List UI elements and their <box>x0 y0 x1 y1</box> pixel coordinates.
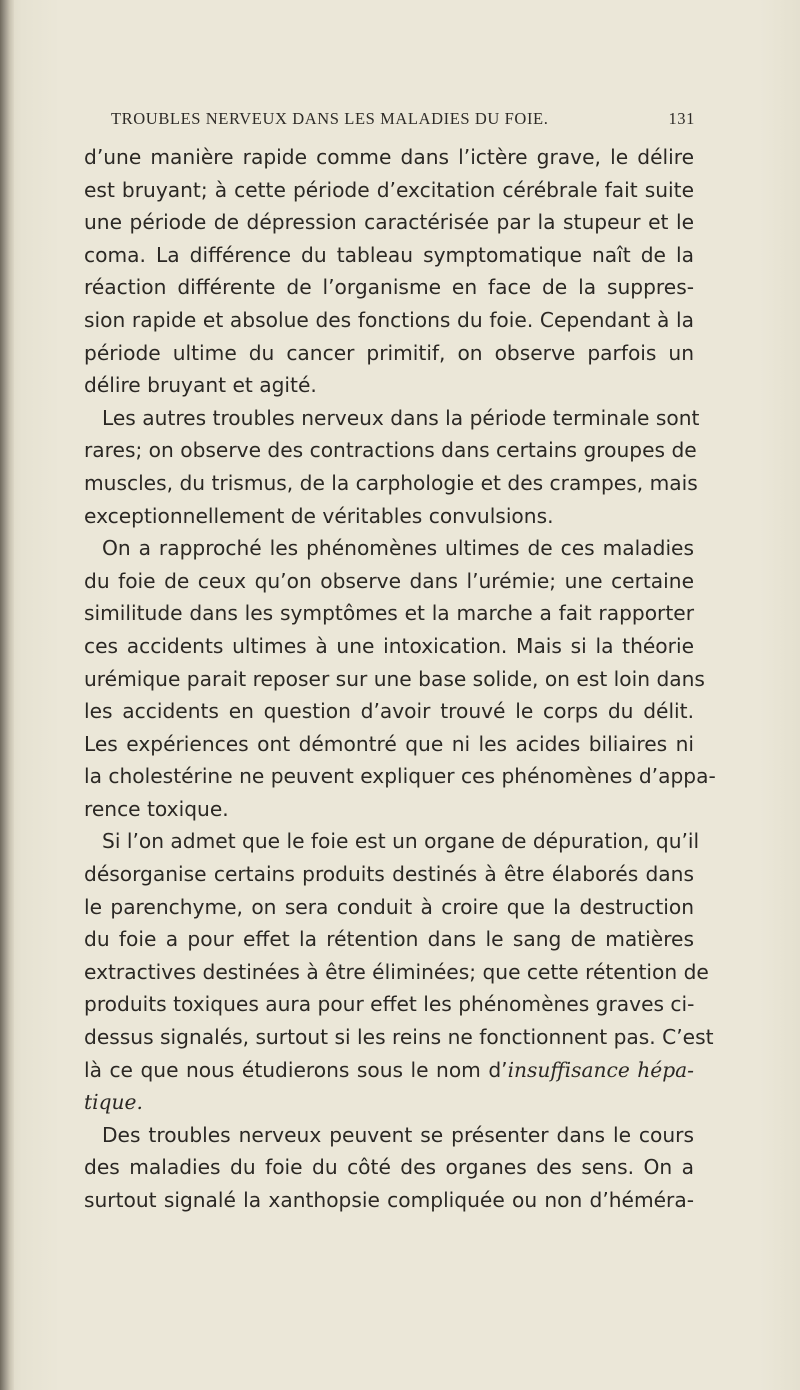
italic-term: tique. <box>84 1090 143 1115</box>
text-line <box>84 1054 694 1087</box>
text-line-content: d’une manière rapide comme dans l’ictère grave, le délire <box>84 145 694 169</box>
running-header <box>111 109 695 131</box>
text-line <box>84 663 705 696</box>
text-line-content: Des troubles nerveux peuvent se présenter dans le cours <box>102 1122 694 1147</box>
text-line-content: période ultime du cancer primitif, on observe parfois un <box>84 340 694 365</box>
page-binding-edge <box>0 0 14 1390</box>
text-line-content: urémique parait reposer sur une base solide, on est loin dans <box>84 666 705 691</box>
text-line <box>84 402 700 435</box>
page-number: 131 <box>668 109 695 128</box>
text-line-content: sion rapide et absolue des fonctions du foie. Cependant à la <box>84 307 694 332</box>
text-line <box>84 239 694 272</box>
text-line-content: les accidents en question d’avoir trouvé le corps du délit. <box>84 699 694 724</box>
text-line <box>84 988 694 1021</box>
text-line <box>84 630 694 663</box>
text-line-content: le parenchyme, on sera conduit à croire que la destruction <box>84 894 694 919</box>
text-line <box>84 434 697 467</box>
text-line-content: une période de dépression caractérisée par la stupeur et le <box>84 210 694 235</box>
text-line <box>84 825 700 858</box>
text-line <box>84 304 694 337</box>
text-line <box>84 532 694 565</box>
text-line-content: coma. La différence du tableau symptomatique naît de la <box>84 242 694 267</box>
text-line <box>84 891 694 924</box>
text-line <box>84 1184 694 1217</box>
text-line-content: rence toxique. <box>84 796 229 821</box>
italic-term: insuffisance hépa- <box>507 1057 694 1082</box>
text-line-content: la cholestérine ne peuvent expliquer ces phénomènes d’appa- <box>84 764 716 789</box>
text-line <box>84 760 716 793</box>
text-line-content: ces accidents ultimes à une intoxication. Mais si la théorie <box>84 633 694 658</box>
text-line <box>84 565 694 598</box>
body-text <box>84 141 716 1217</box>
text-line <box>84 206 694 239</box>
text-line-content: est bruyant; à cette période d’excitation cérébrale fait suite <box>84 177 694 202</box>
text-line <box>84 174 694 207</box>
text-line <box>84 1021 714 1054</box>
text-line-content: là ce que nous étudierons sous le nom d’ <box>84 1057 508 1082</box>
text-line <box>84 369 694 402</box>
text-line <box>84 695 694 728</box>
text-line-content: produits toxiques aura pour effet les phénomènes graves ci- <box>84 992 695 1017</box>
text-line <box>84 923 694 956</box>
text-line <box>84 271 694 304</box>
text-line-content: similitude dans les symptômes et la marche a fait rapporter <box>84 601 694 626</box>
text-line-content: désorganise certains produits destinés à être élaborés dans <box>84 862 694 887</box>
text-line-content: On a rapproché les phénomènes ultimes de ces maladies <box>102 536 694 561</box>
text-line-content: dessus signalés, surtout si les reins ne fonctionnent pas. C’est <box>84 1025 714 1050</box>
text-line-content: exceptionnellement de véritables convulsions. <box>84 503 554 528</box>
text-line-content: réaction différente de l’organisme en face de la suppres- <box>84 275 694 300</box>
text-line <box>84 956 709 989</box>
text-line <box>84 728 694 761</box>
text-line-content: délire bruyant et agité. <box>84 373 317 398</box>
text-line-content: surtout signalé la xanthopsie compliquée ou non d’héméra- <box>84 1188 694 1212</box>
text-line-content: du foie a pour effet la rétention dans le sang de matières <box>84 927 694 952</box>
text-line-content: extractives destinées à être éliminées; que cette rétention de <box>84 959 709 984</box>
text-line <box>84 597 694 630</box>
text-line <box>84 1119 694 1152</box>
text-line <box>84 1151 694 1184</box>
text-line <box>84 858 694 891</box>
text-line <box>84 141 694 174</box>
text-line <box>84 1086 694 1119</box>
text-line-content: des maladies du foie du côté des organes des sens. On a <box>84 1155 694 1180</box>
header-title: TROUBLES NERVEUX DANS LES MALADIES DU FOIE. <box>111 109 549 128</box>
text-line-content: Les autres troubles nerveux dans la période terminale sont <box>102 405 700 430</box>
text-line-content: muscles, du trismus, de la carphologie et des crampes, mais <box>84 470 698 495</box>
text-line <box>84 500 694 533</box>
text-line-content: Si l’on admet que le foie est un organe de dépuration, qu’il <box>102 829 700 854</box>
text-line-content: du foie de ceux qu’on observe dans l’urémie; une certaine <box>84 568 694 593</box>
text-line-content: rares; on observe des contractions dans certains groupes de <box>84 438 697 463</box>
text-line <box>84 793 694 826</box>
text-line-content: Les expériences ont démontré que ni les acides biliaires ni <box>84 731 694 756</box>
text-line <box>84 337 694 370</box>
text-line <box>84 467 698 500</box>
